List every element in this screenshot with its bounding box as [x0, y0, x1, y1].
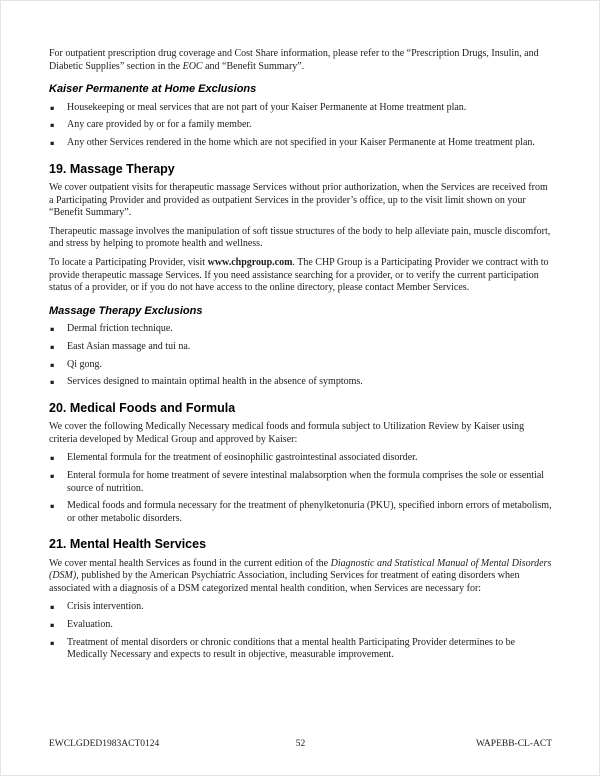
bullet-item	[50, 452, 552, 465]
bullet-text: Medical foods and formula necessary for the treatment of phenylketonuria (PKU), specified inborn errors of metabolism, or other metabolic disorders.	[67, 500, 552, 524]
bullet-text: Evaluation.	[67, 619, 113, 631]
bullet-item	[50, 359, 552, 372]
bullet-text: Elemental formula for the treatment of eosinophilic gastrointestinal associated disorder.	[67, 452, 418, 464]
dsm-title-italic: Diagnostic and Statistical Manual of Mental Disorders (DSM),	[49, 557, 552, 582]
chpgroup-url-text: www.chpgroup.com	[207, 256, 293, 268]
heading-massage-therapy-exclusions: Massage Therapy Exclusions	[49, 304, 203, 317]
bullet-square-icon: ▪	[50, 325, 55, 334]
bullet-square-icon: ▪	[50, 621, 55, 630]
massage-paragraph-1: We cover outpatient visits for therapeutic massage Services without prior authorization, when the Services are received from a Participating Provider and provided as outpatient Services in the provider’s office, up to the visit limit shown on your “Benefit Summary”.	[49, 181, 548, 219]
bullet-text: Treatment of mental disorders or chronic conditions that a mental health Participating Provider determines to be Medically Necessary and expects to result in objective, measurable improvement.	[67, 636, 516, 661]
bullet-item	[50, 470, 552, 495]
footer-plan-code: WAPEBB-CL-ACT	[476, 739, 553, 750]
bullet-text: Qi gong.	[67, 358, 102, 370]
heading-kaiser-home-exclusions: Kaiser Permanente at Home Exclusions	[49, 83, 257, 96]
bullet-square-icon: ▪	[50, 471, 55, 480]
bullet-text: Crisis intervention.	[67, 601, 144, 613]
bullet-item	[50, 323, 552, 336]
bullet-text: Any care provided by or for a family member.	[67, 119, 252, 131]
bullet-text: Any other Services rendered in the home which are not specified in your Kaiser Permanente at Home treatment plan.	[67, 137, 535, 149]
mental-health-text-1: We cover mental health Services as found in the current edition of the	[49, 557, 331, 569]
bullet-item	[50, 341, 552, 354]
bullet-square-icon: ▪	[50, 454, 55, 463]
medical-foods-paragraph: We cover the following Medically Necessary medical foods and formula subject to Utilization Review by Kaiser using criteria developed by Medical Group and approved by Kaiser:	[49, 421, 525, 445]
bullet-square-icon: ▪	[50, 139, 55, 148]
massage-text-1: To locate a Participating Provider, visit	[49, 256, 208, 268]
bullet-item	[50, 102, 552, 115]
bullet-text: Housekeeping or meal services that are not part of your Kaiser Permanente at Home treatment plan.	[67, 101, 467, 113]
heading-medical-foods: 20. Medical Foods and Formula	[49, 400, 236, 415]
bullet-square-icon: ▪	[50, 638, 55, 647]
intro-eoc-italic: EOC	[182, 60, 203, 72]
bullet-square-icon: ▪	[50, 103, 55, 112]
bullet-square-icon: ▪	[50, 603, 55, 612]
massage-text-2: . The CHP Group is a Participating Provider we contract with to provide therapeutic massage Services. If you need assistance searching for a provider, or to verify the current participation status of a provider, or if you do not have access to the online directory, please contact Member Services.	[49, 256, 549, 294]
bullet-item	[50, 137, 552, 150]
heading-mental-health: 21. Mental Health Services	[49, 537, 207, 552]
massage-paragraph-2: Therapeutic massage involves the manipulation of soft tissue structures of the body to help alleviate pain, muscle discomfort, and stress by helping to promote health and wellness.	[49, 225, 551, 250]
bullet-square-icon: ▪	[50, 121, 55, 130]
mental-health-text-2: published by the American Psychiatric Association, including Services for treatment of eating disorders when associated with a diagnosis of a DSM categorized mental health condition, when Services are necessary for:	[49, 570, 520, 594]
intro-text-2: and “Benefit Summary”.	[202, 60, 305, 72]
bullet-item	[50, 619, 552, 632]
bullet-text: Dermal friction technique.	[67, 323, 173, 335]
bullet-item	[50, 601, 552, 614]
bullet-item	[50, 637, 552, 662]
bullet-square-icon: ▪	[50, 378, 55, 387]
page-number: 52	[295, 739, 306, 750]
bullet-text: Enteral formula for home treatment of severe intestinal malabsorption when the formula comprises the sole or essential source of nutrition.	[67, 469, 545, 494]
bullet-square-icon: ▪	[50, 360, 55, 369]
mental-health-paragraph	[49, 558, 552, 596]
bullet-item	[50, 119, 552, 132]
page-footer	[49, 739, 552, 751]
bullet-item	[50, 500, 552, 525]
intro-paragraph	[49, 48, 552, 73]
massage-paragraph-3	[49, 257, 552, 295]
footer-document-code: EWCLGDED1983ACT0124	[49, 739, 160, 750]
heading-massage-therapy: 19. Massage Therapy	[49, 161, 175, 176]
bullet-item	[50, 376, 552, 389]
intro-text-1: For outpatient prescription drug coverage and Cost Share information, please refer to the “Prescription Drugs, Insulin, and Diabetic Supplies” section in the	[49, 48, 539, 72]
bullet-text: Services designed to maintain optimal health in the absence of symptoms.	[67, 376, 363, 388]
bullet-square-icon: ▪	[50, 342, 55, 351]
bullet-text: East Asian massage and tui na.	[67, 340, 191, 352]
bullet-square-icon: ▪	[50, 502, 55, 511]
